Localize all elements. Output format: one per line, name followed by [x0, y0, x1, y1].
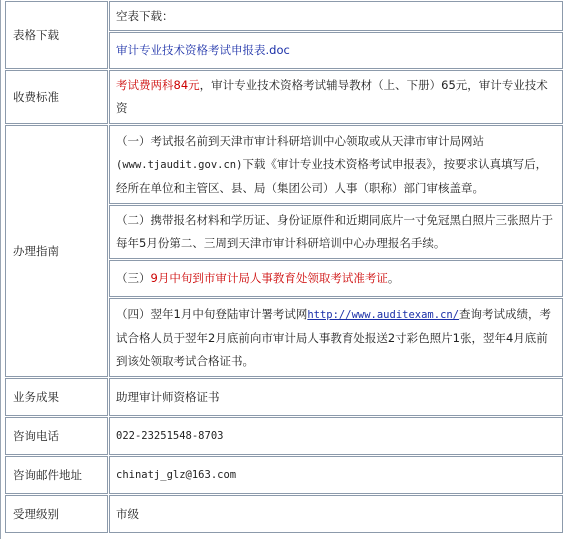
blank-form-label: 空表下载： — [109, 1, 563, 31]
step4-suffix: 查询考试成绩，考试合格人员于翌年2月底前向市审计局人事教育处报送2寸彩色照片1张，翌年4月底前到该处领取考试合格证书。 — [116, 306, 552, 368]
info-table — [4, 0, 564, 534]
table-row — [5, 495, 563, 533]
step4-prefix: （四）翌年1月中旬登陆审计署考试网 — [116, 306, 308, 321]
fee-highlight: 考试费两科84元 — [116, 78, 200, 92]
fee-text — [109, 70, 563, 124]
level-value: 市级 — [109, 495, 563, 533]
phone-value: 022-23251548-8703 — [109, 417, 563, 455]
step1-suffix: 下载《审计专业技术资格考试申报表》，按要求认真填写后，经所在单位和主管区、县、局（集团公司）人事（职称）部门审核盖章。 — [116, 156, 548, 195]
table-row — [5, 1, 563, 31]
form-download-link[interactable]: 审计专业技术资格考试申报表.doc — [109, 32, 563, 69]
email-value: chinatj_glz@163.com — [109, 456, 563, 494]
email-label: 咨询邮件地址 — [5, 456, 108, 494]
exam-site-link[interactable]: http://www.auditexam.cn/ — [307, 308, 460, 321]
table-row — [5, 378, 563, 416]
result-value: 助理审计师资格证书 — [109, 378, 563, 416]
step3-highlight: 9月中旬到市审计局人事教育处领取考试准考证 — [150, 271, 388, 285]
phone-label: 咨询电话 — [5, 417, 108, 455]
level-label: 受理级别 — [5, 495, 108, 533]
step3-suffix: 。 — [387, 271, 400, 285]
guide-label: 办理指南 — [5, 125, 108, 377]
table-row — [5, 456, 563, 494]
fee-label: 收费标准 — [5, 70, 108, 124]
table-row — [5, 70, 563, 124]
fee-rest: ，审计专业技术资格考试辅导教材（上、下册）65元，审计专业技术资 — [116, 78, 548, 115]
download-label: 表格下载 — [5, 1, 108, 69]
guide-step-1 — [109, 125, 563, 204]
guide-step-4 — [109, 298, 563, 377]
table-row — [5, 417, 563, 455]
guide-step-3 — [109, 260, 563, 297]
result-label: 业务成果 — [5, 378, 108, 416]
table-row — [5, 125, 563, 204]
step3-prefix: （三） — [116, 271, 151, 285]
step1-prefix: （一）考试报名前到天津市审计科研培训中心领取或从天津市审计局网站 — [116, 133, 484, 148]
guide-step-2: （二）携带报名材料和学历证、身份证原件和近期同底片一寸免冠黑白照片三张照片于每年5月份第二、三周到天津市审计科研培训中心办理报名手续。 — [109, 205, 563, 259]
step1-site: (www.tjaudit.gov.cn) — [116, 158, 243, 171]
